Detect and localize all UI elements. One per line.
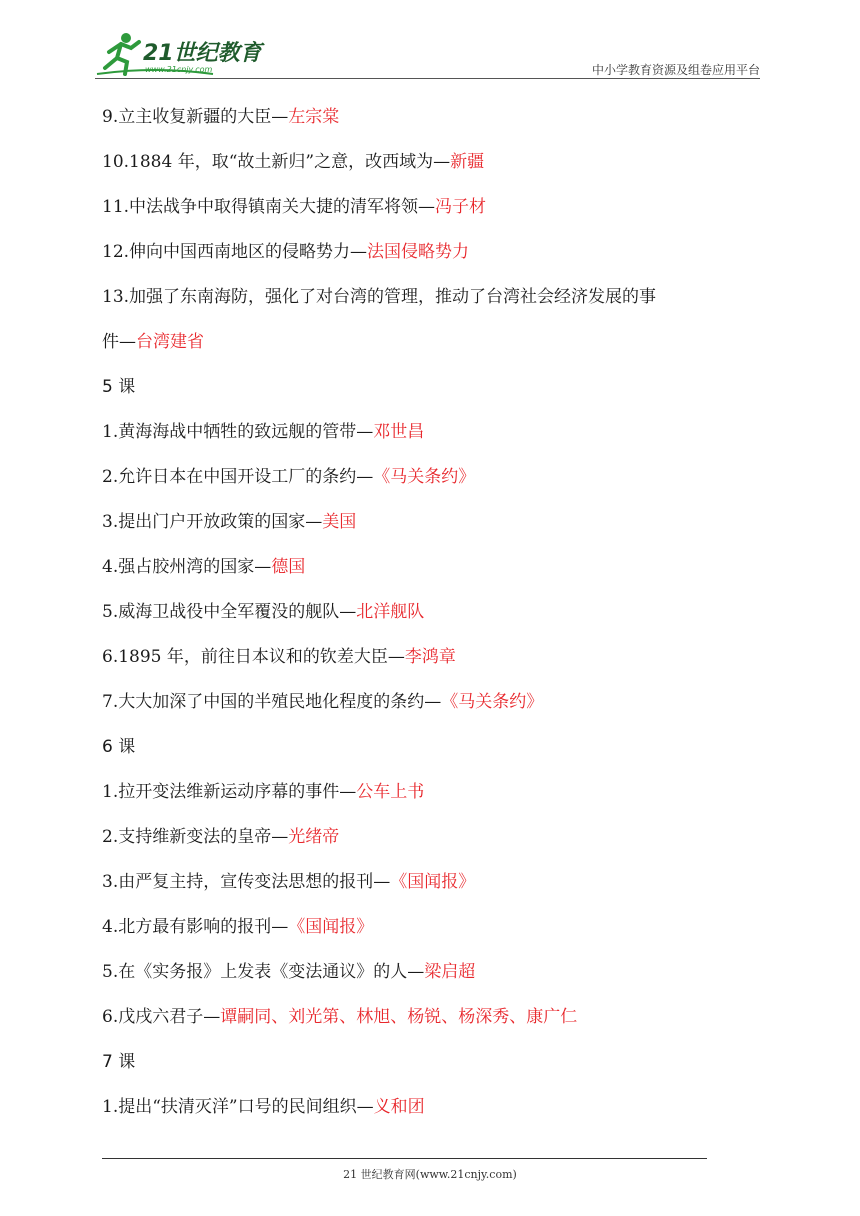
section-heading-6: 6 课 — [102, 737, 136, 757]
list-item: 6.1895 年，前往日本议和的钦差大臣—李鸿章 — [102, 647, 456, 667]
list-item: 4.强占胶州湾的国家—德国 — [102, 557, 306, 577]
list-item: 1.提出“扶清灭洋”口号的民间组织—义和团 — [102, 1097, 425, 1117]
header-divider — [95, 78, 760, 79]
list-item: 11.中法战争中取得镇南关大捷的清军将领—冯子材 — [102, 197, 487, 217]
list-item: 5.威海卫战役中全军覆没的舰队—北洋舰队 — [102, 602, 425, 622]
list-item: 2.支持维新变法的皇帝—光绪帝 — [102, 827, 340, 847]
list-item: 6.戊戌六君子—谭嗣同、刘光第、林旭、杨锐、杨深秀、康广仁 — [102, 1007, 578, 1027]
list-item-continuation: 件—台湾建省 — [102, 332, 204, 352]
list-item: 1.黄海海战中牺牲的致远舰的管带—邓世昌 — [102, 422, 425, 442]
list-item: 2.允许日本在中国开设工厂的条约—《马关条约》 — [102, 467, 476, 487]
list-item: 4.北方最有影响的报刊—《国闻报》 — [102, 917, 374, 937]
page-header — [95, 30, 760, 80]
section-heading-7: 7 课 — [102, 1052, 136, 1072]
list-item: 1.拉开变法维新运动序幕的事件—公车上书 — [102, 782, 425, 802]
list-item: 10.1884 年，取“故土新归”之意，改西域为—新疆 — [102, 152, 485, 172]
document-body — [102, 106, 772, 1141]
list-item: 12.伸向中国西南地区的侵略势力—法国侵略势力 — [102, 242, 470, 262]
site-logo — [95, 30, 265, 78]
list-item: 3.提出门户开放政策的国家—美国 — [102, 512, 357, 532]
footer-text[interactable]: 21 世纪教育网(www.21cnjy.com) — [343, 1168, 517, 1181]
footer-divider — [102, 1158, 707, 1159]
header-tagline: 中小学教育资源及组卷应用平台 — [591, 63, 760, 77]
list-item: 7.大大加深了中国的半殖民地化程度的条约—《马关条约》 — [102, 692, 544, 712]
logo-url: www.21cnjy.com — [145, 65, 213, 74]
section-heading-5: 5 课 — [102, 377, 136, 397]
logo-text: 21世纪教育 — [143, 41, 262, 66]
list-item: 9.立主收复新疆的大臣—左宗棠 — [102, 107, 340, 127]
list-item: 13.加强了东南海防，强化了对台湾的管理，推动了台湾社会经济发展的事 — [102, 287, 657, 307]
list-item: 5.在《实务报》上发表《变法通议》的人—梁启超 — [102, 962, 476, 982]
list-item: 3.由严复主持，宣传变法思想的报刊—《国闻报》 — [102, 872, 476, 892]
